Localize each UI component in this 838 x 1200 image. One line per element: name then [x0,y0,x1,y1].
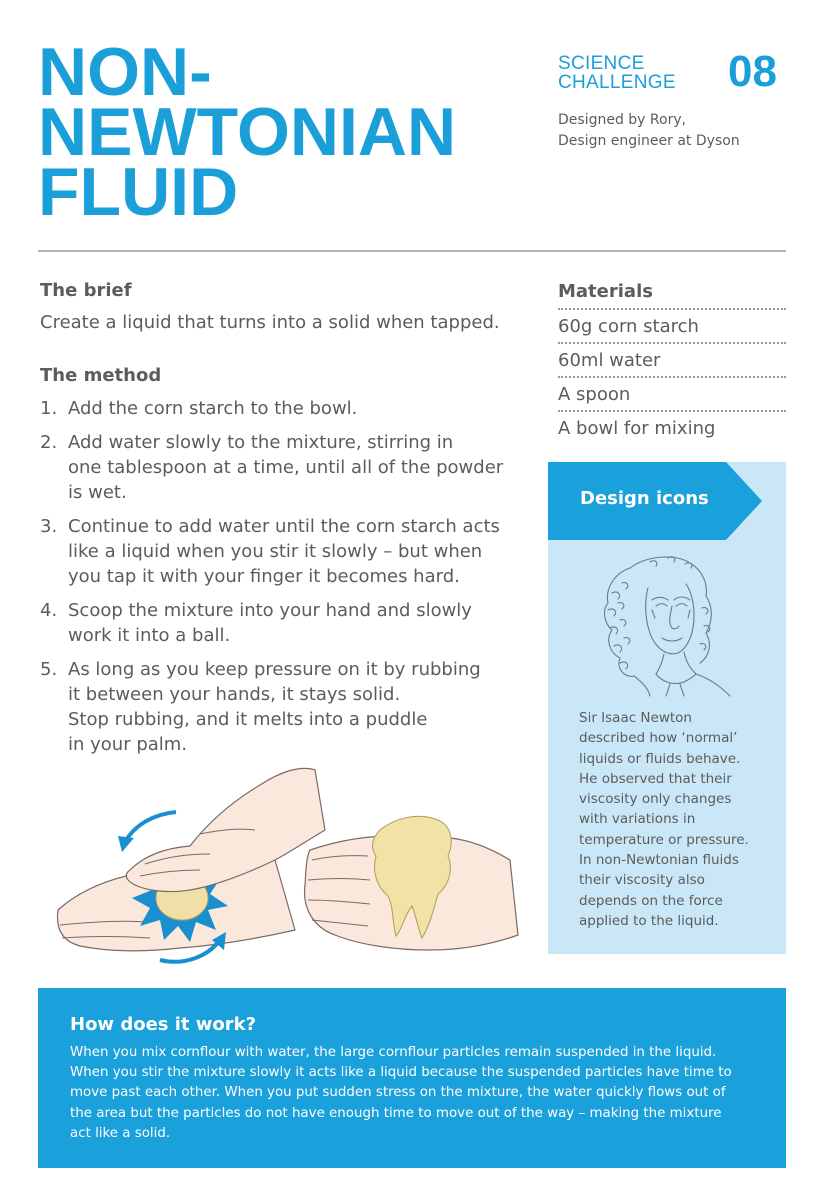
brief-heading: The brief [40,280,132,301]
newton-text-line: He observed that their [579,770,732,787]
method-steps [40,396,530,766]
material-item: A bowl for mixing [558,418,716,439]
step-line: Add the corn starch to the bowl. [68,398,358,419]
method-step [40,430,530,505]
materials-heading: Materials [558,280,786,310]
step-number: 3. [40,516,58,537]
header-divider [38,250,786,252]
material-item: 60ml water [558,344,786,378]
title-line: NEWTONIAN [38,94,457,170]
newton-text-line: viscosity only changes [579,791,732,808]
challenge-label [558,54,676,92]
newton-text-line: liquids or fluids behave. [579,750,741,767]
step-line: Continue to add water until the corn starch acts [68,516,500,537]
step-number: 2. [40,432,58,453]
method-step [40,657,530,757]
how-text-line: act like a solid. [70,1125,171,1141]
method-step [40,514,530,589]
designer-line: Design engineer at Dyson [558,133,740,149]
method-step [40,396,530,421]
newton-text-line: described how ‘normal’ [579,730,738,747]
newton-text-line: In non-Newtonian fluids [579,852,739,869]
step-line: As long as you keep pressure on it by rubbing [68,659,481,680]
method-heading: The method [40,365,162,386]
challenge-number: 08 [728,47,777,96]
step-line: you tap it with your finger it becomes hard. [68,566,460,587]
newton-portrait-illustration [590,548,750,698]
newton-text-line: applied to the liquid. [579,912,719,929]
step-number: 5. [40,659,58,680]
step-line: Scoop the mixture into your hand and slowly [68,600,472,621]
brief-text: Create a liquid that turns into a solid when tapped. [40,312,500,333]
step-number: 1. [40,398,58,419]
challenge-line: CHALLENGE [558,72,676,93]
step-line: one tablespoon at a time, until all of the powder [68,457,504,478]
step-number: 4. [40,600,58,621]
method-step [40,598,530,648]
hands-illustration [50,760,525,975]
material-item: 60g corn starch [558,310,786,344]
how-text-line: When you stir the mixture slowly it acts like a liquid because the suspended particles have time to [70,1065,732,1081]
rubbing-hands-illustration [57,768,325,961]
title-line: FLUID [38,154,239,230]
material-item: A spoon [558,378,786,412]
how-text-line: When you mix cornflour with water, the large cornflour particles remain suspended in the liquid. [70,1045,717,1060]
how-it-works-heading: How does it work? [70,1014,257,1035]
newton-text-line: with variations in [579,811,696,828]
design-icons-heading: Design icons [580,488,709,509]
designer-credit [558,110,740,152]
newton-text-line: Sir Isaac Newton [579,710,692,726]
step-line: it between your hands, it stays solid. [68,684,401,705]
puddle-hand-illustration [305,816,518,950]
how-it-works-box [38,988,786,1168]
page-title [38,34,457,230]
challenge-line: SCIENCE [558,53,645,74]
how-it-works-text [70,1043,756,1144]
materials-list [558,280,786,446]
step-line: in your palm. [68,734,188,755]
step-line: Add water slowly to the mixture, stirring in [68,432,454,453]
title-line: NON- [38,34,212,110]
step-line: is wet. [68,482,127,503]
step-line: like a liquid when you stir it slowly – but when [68,541,483,562]
newton-description [579,708,779,931]
step-line: Stop rubbing, and it melts into a puddle [68,709,428,730]
newton-text-line: temperature or pressure. [579,831,749,848]
newton-text-line: depends on the force [579,892,723,909]
how-text-line: move past each other. When you put sudden stress on the mixture, the water quickly flows out of [70,1085,726,1101]
designer-line: Designed by Rory, [558,112,687,128]
how-text-line: the area but the particles do not have enough time to move out of the way – making the mixture [70,1105,722,1121]
step-line: work it into a ball. [68,625,231,646]
newton-text-line: their viscosity also [579,872,705,889]
